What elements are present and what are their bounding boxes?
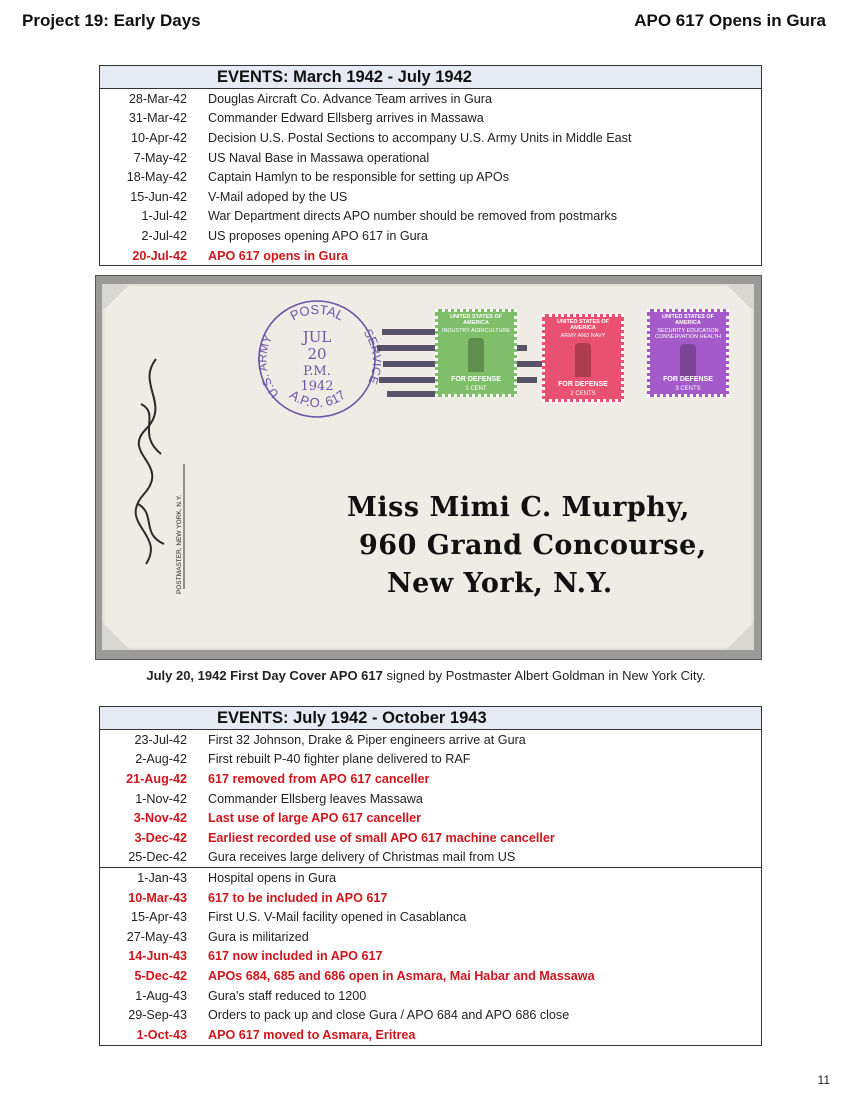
page-number: 11 <box>817 1073 830 1087</box>
postage-stamp <box>647 309 729 397</box>
postage-stamp <box>435 309 517 397</box>
event-row <box>100 89 761 109</box>
stamp-value-text: 1 CENT <box>465 386 487 392</box>
event-text: 617 removed from APO 617 canceller <box>208 771 430 786</box>
page-title-left: Project 19: Early Days <box>22 11 201 30</box>
event-text: First rebuilt P-40 fighter plane delivered to RAF <box>208 752 471 767</box>
event-row <box>100 148 761 168</box>
event-row <box>100 888 761 908</box>
event-date: 1-Aug-43 <box>135 988 187 1003</box>
event-text: First 32 Johnson, Drake & Piper engineers arrive at Gura <box>208 732 526 747</box>
envelope <box>102 284 754 650</box>
event-date: 3-Nov-42 <box>133 811 187 826</box>
event-text: 617 to be included in APO 617 <box>208 890 388 905</box>
event-date: 1-Oct-43 <box>136 1027 187 1042</box>
postmark-time: P.M. <box>303 364 331 379</box>
stamp-value-text: 2 CENTS <box>570 391 596 397</box>
event-date: 29-Sep-43 <box>128 1008 187 1023</box>
events-table-2-title: EVENTS: July 1942 - October 1943 <box>217 709 487 727</box>
event-row <box>100 828 761 848</box>
stamp-bottom-text: FOR DEFENSE <box>558 381 608 388</box>
photo-corner-bottom-left <box>102 622 130 650</box>
cover-caption-bold: July 20, 1942 First Day Cover APO 617 <box>146 668 383 683</box>
event-row <box>100 187 761 207</box>
event-text: Commander Edward Ellsberg arrives in Massawa <box>208 111 484 126</box>
event-date: 3-Dec-42 <box>134 830 187 845</box>
event-date: 1-Jan-43 <box>137 870 187 885</box>
page-title-right: APO 617 Opens in Gura <box>634 11 826 30</box>
address-line-3: New York, N.Y. <box>387 568 613 599</box>
address-line-2: 960 Grand Concourse, <box>359 530 707 561</box>
event-date: 2-Jul-42 <box>141 228 187 243</box>
event-text: Hospital opens in Gura <box>208 870 337 885</box>
event-row <box>100 1005 761 1025</box>
event-text: Gura's staff reduced to 1200 <box>208 988 367 1003</box>
event-text: APOs 684, 685 and 686 open in Asmara, Mai Habar and Massawa <box>208 968 595 983</box>
event-row <box>100 109 761 129</box>
event-text: APO 617 moved to Asmara, Eritrea <box>208 1027 416 1042</box>
photo-corner-bottom-right <box>726 622 754 650</box>
address-block <box>347 489 747 603</box>
events-table-1-title: EVENTS: March 1942 - July 1942 <box>217 68 472 86</box>
postmaster-label: POSTMASTER, NEW YORK, N.Y. <box>176 494 183 594</box>
event-text: First U.S. V-Mail facility opened in Casablanca <box>208 910 467 925</box>
events-table-2-header <box>100 707 761 730</box>
event-date: 20-Jul-42 <box>132 248 187 263</box>
event-date: 25-Dec-42 <box>128 850 187 865</box>
stamp-sub-text: SECURITY EDUCATION CONSERVATION HEALTH <box>655 328 721 340</box>
postmark-month: JUL <box>302 328 332 346</box>
event-text: Douglas Aircraft Co. Advance Team arrives in Gura <box>208 91 492 106</box>
event-date: 7-May-42 <box>133 150 187 165</box>
stamp-top-text: UNITED STATES OF AMERICA <box>556 319 610 331</box>
postmark-year: 1942 <box>300 379 334 394</box>
event-text: Orders to pack up and close Gura / APO 684 and APO 686 close <box>208 1008 570 1023</box>
event-row <box>100 789 761 809</box>
first-day-cover-image <box>95 275 762 660</box>
event-row <box>100 947 761 967</box>
event-row <box>100 927 761 947</box>
stamp-bottom-text: FOR DEFENSE <box>663 376 713 383</box>
event-row <box>100 769 761 789</box>
event-row <box>100 848 761 868</box>
address-line-1: Miss Mimi C. Murphy, <box>347 492 690 523</box>
stamp-figure-icon <box>468 338 484 372</box>
event-row <box>100 986 761 1006</box>
events-table-2-body-b <box>100 868 761 1044</box>
event-text: Commander Ellsberg leaves Massawa <box>208 791 423 806</box>
event-text: Captain Hamlyn to be responsible for setting up APOs <box>208 170 510 185</box>
stamp-top-text: UNITED STATES OF AMERICA <box>449 314 503 326</box>
event-text: US proposes opening APO 617 in Gura <box>208 228 428 243</box>
event-date: 5-Dec-42 <box>134 968 187 983</box>
event-row <box>100 167 761 187</box>
event-text: Last use of large APO 617 canceller <box>208 811 422 826</box>
event-date: 18-May-42 <box>126 170 187 185</box>
event-text: Gura receives large delivery of Christmas mail from US <box>208 850 516 865</box>
event-date: 23-Jul-42 <box>134 732 187 747</box>
event-date: 14-Jun-43 <box>128 949 187 964</box>
event-date: 15-Apr-43 <box>130 910 187 925</box>
event-date: 31-Mar-42 <box>128 111 187 126</box>
stamp-figure-icon <box>680 344 696 378</box>
event-date: 27-May-43 <box>126 929 187 944</box>
stamp-bottom-text: FOR DEFENSE <box>451 376 501 383</box>
postmark-bottom-arc: A.P.O. 617 <box>286 386 349 411</box>
event-date: 1-Jul-42 <box>141 209 187 224</box>
event-date: 1-Nov-42 <box>135 791 187 806</box>
events-table-1 <box>99 65 762 266</box>
event-date: 28-Mar-42 <box>128 91 187 106</box>
event-text: Decision U.S. Postal Sections to accompany U.S. Army Units in Middle East <box>208 130 632 145</box>
events-table-2-body-a <box>100 730 761 867</box>
event-row <box>100 226 761 246</box>
event-row <box>100 808 761 828</box>
stamp-figure-icon <box>575 343 591 377</box>
event-row <box>100 750 761 770</box>
event-text: US Naval Base in Massawa operational <box>208 150 430 165</box>
event-text: 617 now included in APO 617 <box>208 949 383 964</box>
postmark-right-arc: SERVICE <box>360 326 385 387</box>
event-date: 2-Aug-42 <box>135 752 187 767</box>
events-table-2 <box>99 706 762 1046</box>
event-date: 15-Jun-42 <box>130 189 187 204</box>
event-row <box>100 966 761 986</box>
event-row <box>100 207 761 227</box>
event-row <box>100 128 761 148</box>
event-text: Earliest recorded use of small APO 617 machine canceller <box>208 830 555 845</box>
event-text: APO 617 opens in Gura <box>208 248 348 263</box>
stamp-sub-text: INDUSTRY AGRICULTURE <box>441 328 511 334</box>
postage-stamp <box>542 314 624 402</box>
stamp-top-text: UNITED STATES OF AMERICA <box>661 314 715 326</box>
photo-corner-top-left <box>102 284 130 312</box>
postmark-day: 20 <box>307 345 327 363</box>
event-row <box>100 868 761 888</box>
cover-caption <box>0 668 852 683</box>
event-text: War Department directs APO number should be removed from postmarks <box>208 209 617 224</box>
event-text: V-Mail adoped by the US <box>208 189 348 204</box>
photo-corner-top-right <box>726 284 754 312</box>
stamp-sub-text: ARMY AND NAVY <box>560 333 606 339</box>
event-row <box>100 907 761 927</box>
events-table-1-header <box>100 66 761 89</box>
event-text: Gura is militarized <box>208 929 309 944</box>
postmark-top-arc: POSTAL <box>287 301 347 324</box>
stamp-value-text: 3 CENTS <box>675 386 701 392</box>
event-date: 10-Mar-43 <box>128 890 187 905</box>
event-row <box>100 1025 761 1045</box>
event-date: 10-Apr-42 <box>130 130 187 145</box>
event-row <box>100 730 761 750</box>
event-row <box>100 246 761 266</box>
cover-caption-rest: signed by Postmaster Albert Goldman in New York City. <box>382 668 706 683</box>
postmark-left-arc: U.S. ARMY <box>255 332 282 401</box>
events-table-1-body <box>100 89 761 265</box>
event-date: 21-Aug-42 <box>126 771 187 786</box>
postmark-icon <box>250 292 385 427</box>
